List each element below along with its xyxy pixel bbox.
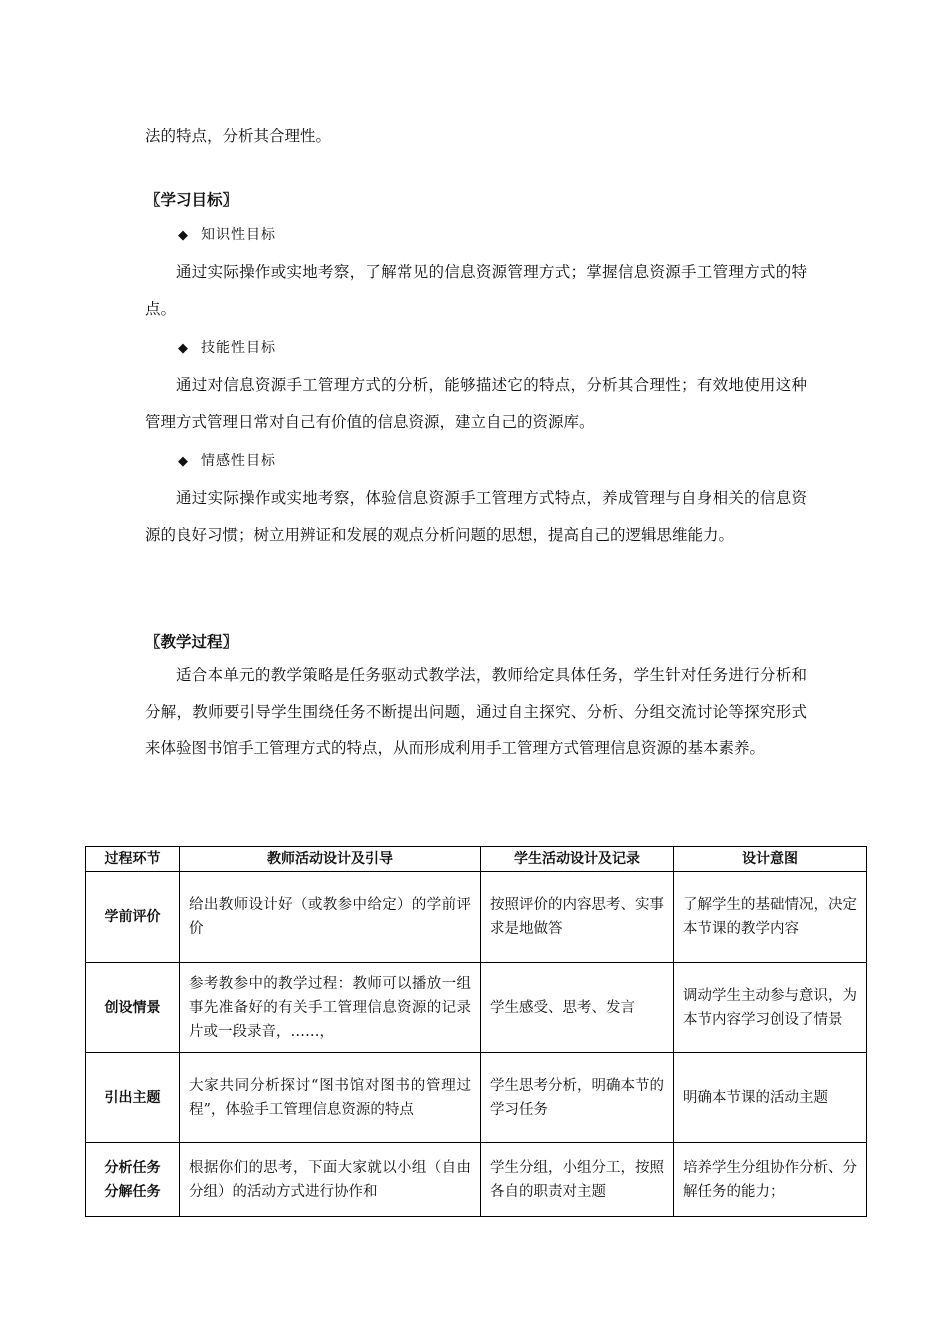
header-student: 学生活动设计及记录: [481, 847, 674, 872]
student-cell: 学生感受、思考、发言: [481, 963, 674, 1053]
header-teacher: 教师活动设计及引导: [180, 847, 481, 872]
diamond-bullet-icon: ◆: [178, 341, 189, 356]
process-text: 适合本单元的教学策略是任务驱动式教学法，教师给定具体任务，学生针对任务进行分析和分解，教师要引导学生围绕任务不断提出问题，通过自主探究、分析、分组交流讨论等探究形式来体验图书馆手工管理方式的特点，从而形成利用手工管理方式管理信息资源的基本素养。: [145, 666, 807, 757]
intent-cell: 培养学生分组协作分析、分解任务的能力；: [674, 1143, 867, 1217]
student-cell: 学生分组，小组分工，按照各自的职责对主题: [481, 1143, 674, 1217]
teacher-cell: 大家共同分析探讨“图书馆对图书的管理过程”，体验手工管理信息资源的特点: [180, 1053, 481, 1143]
objectives-heading: 〖学习目标〗: [145, 191, 239, 209]
process-heading: 〖教学过程〗: [145, 633, 239, 651]
header-intent: 设计意图: [674, 847, 867, 872]
intent-cell: 调动学生主动参与意识，为本节内容学习创设了情景: [674, 963, 867, 1053]
stage-cell: 分析任务 分解任务: [86, 1143, 180, 1217]
stage-cell: 引出主题: [86, 1053, 180, 1143]
objective-emotion-title: ◆ 情感性目标: [178, 453, 276, 469]
intent-cell: 了解学生的基础情况，决定本节课的教学内容: [674, 872, 867, 963]
stage-cell: 创设情景: [86, 963, 180, 1053]
student-cell: 按照评价的内容思考、实事求是地做答: [481, 872, 674, 963]
table-row: [86, 1143, 867, 1217]
objective-skill-text: 通过对信息资源手工管理方式的分析，能够描述它的特点，分析其合理性；有效地使用这种管理方式管理日常对自己有价值的信息资源，建立自己的资源库。: [145, 376, 807, 431]
table-header-row: [86, 847, 867, 872]
teacher-cell: 给出教师设计好（或教参中给定）的学前评价: [180, 872, 481, 963]
objective-knowledge-text: 通过实际操作或实地考察，了解常见的信息资源管理方式；掌握信息资源手工管理方式的特点。: [145, 263, 807, 318]
diamond-bullet-icon: ◆: [178, 454, 189, 469]
diamond-bullet-icon: ◆: [178, 228, 189, 243]
intent-cell: 明确本节课的活动主题: [674, 1053, 867, 1143]
stage-cell: 学前评价: [86, 872, 180, 963]
table-row: [86, 963, 867, 1053]
teacher-cell: 根据你们的思考，下面大家就以小组（自由分组）的活动方式进行协作和: [180, 1143, 481, 1217]
table-row: [86, 1053, 867, 1143]
objective-emotion-text: 通过实际操作或实地考察，体验信息资源手工管理方式特点，养成管理与自身相关的信息资源的良好习惯；树立用辨证和发展的观点分析问题的思想，提高自己的逻辑思维能力。: [145, 489, 807, 544]
table-row: [86, 872, 867, 963]
teacher-cell: 参考教参中的教学过程：教师可以播放一组事先准备好的有关手工管理信息资源的记录片或一段录音，……，: [180, 963, 481, 1053]
student-cell: 学生思考分析，明确本节的学习任务: [481, 1053, 674, 1143]
process-table: [85, 846, 867, 1217]
header-stage: 过程环节: [86, 847, 180, 872]
objective-knowledge-title: ◆ 知识性目标: [178, 227, 276, 243]
intro-tail-text: 法的特点，分析其合理性。: [145, 127, 332, 145]
objective-skill-title: ◆ 技能性目标: [178, 340, 276, 356]
